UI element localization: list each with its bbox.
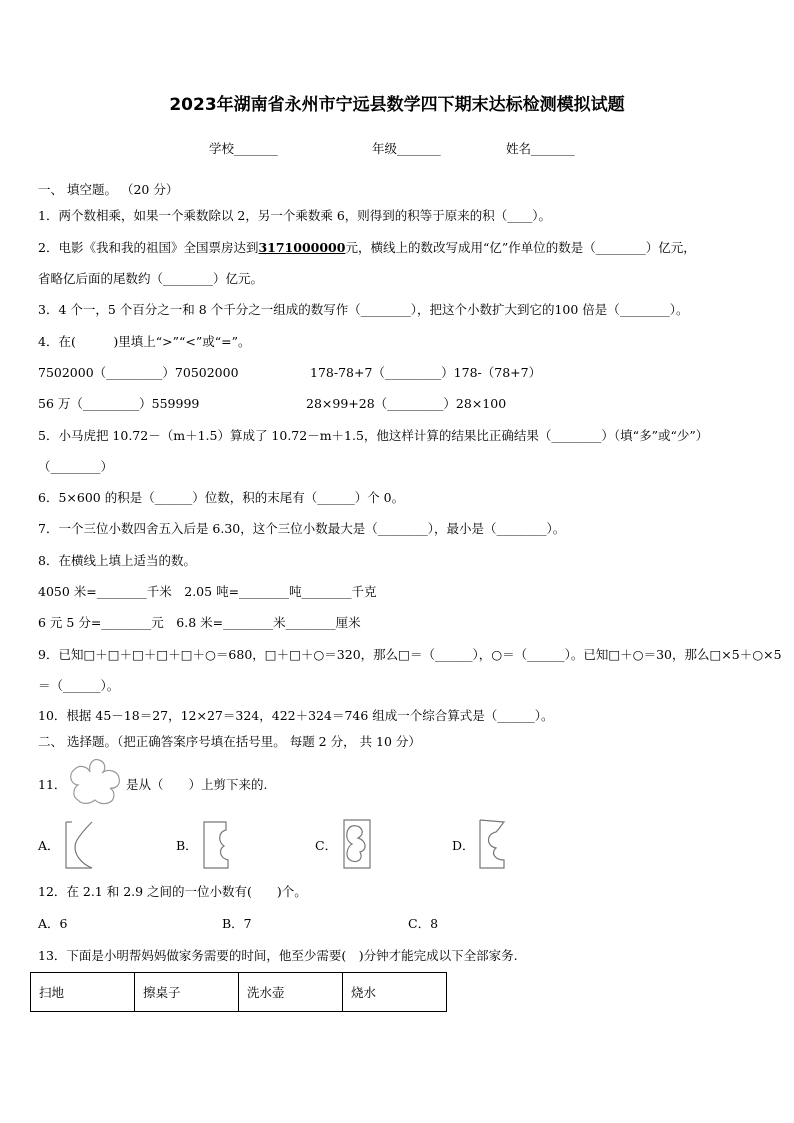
question-6: 6．5×600 的积是（______）位数，积的末尾有（______）个 0。 xyxy=(38,490,405,505)
question-9-line-2: ＝（______）。 xyxy=(38,678,120,693)
question-7: 7．一个三位小数四舍五入后是 6.30，这个三位小数最大是（________），最小是（________）。 xyxy=(38,521,566,536)
question-2-line-1 xyxy=(38,240,696,256)
q11-option-d-label: D． xyxy=(452,838,475,853)
option-a-figure xyxy=(62,818,96,872)
q11-option-b-label: B． xyxy=(176,838,198,853)
question-9-line-1: 9．已知□＋□＋□＋□＋□＋○＝680，□＋□＋○＝320，那么□＝（______），○＝（______）。已知□＋○＝30，那么□×5＋○×5 xyxy=(38,647,782,662)
q11-text: 是从（ ）上剪下来的. xyxy=(126,777,268,792)
question-13: 13．下面是小明帮妈妈做家务需要的时间，他至少需要( )分钟才能完成以下全部家务. xyxy=(38,948,518,963)
question-5-line-1: 5．小马虎把 10.72－（m＋1.5）算成了 10.72－m＋1.5，他这样计算的结果比正确结果（________）（填“多”或“少”） xyxy=(38,428,709,443)
option-d-figure xyxy=(476,816,510,872)
page-title: 2023年湖南省永州市宁远县数学四下期末达标检测模拟试题 xyxy=(169,95,625,115)
cell-boil-water: 烧水 xyxy=(343,973,447,1012)
q12-option-a: A．6 xyxy=(38,916,68,931)
question-12: 12．在 2.1 和 2.9 之间的一位小数有( )个。 xyxy=(38,884,307,899)
q4-compare-4: 28×99+28（_________）28×100 xyxy=(306,396,507,411)
question-10: 10．根据 45－18＝27，12×27＝324，422＋324＝746 组成一个综合算式是（______）。 xyxy=(38,708,554,723)
question-3: 3．4 个一，5 个百分之一和 8 个千分之一组成的数写作（________），把这个小数扩大到它的100 倍是（________）。 xyxy=(38,302,689,317)
option-b-figure xyxy=(200,818,234,872)
grade-field: 年级_______ xyxy=(372,141,441,156)
q4-compare-1: 7502000（_________）70502000 xyxy=(38,365,239,380)
q8-row-1: 4050 米=________千米 2.05 吨=________吨________千克 xyxy=(38,584,377,599)
cell-sweep: 扫地 xyxy=(31,973,135,1012)
question-8: 8．在横线上填上适当的数。 xyxy=(38,553,196,568)
q11-number: 11． xyxy=(38,777,67,792)
name-field: 姓名_______ xyxy=(506,141,575,156)
clover-figure xyxy=(66,757,124,807)
cell-wipe-table: 擦桌子 xyxy=(135,973,239,1012)
school-field: 学校_______ xyxy=(209,141,278,156)
question-5-line-2: （________） xyxy=(38,459,114,474)
question-1: 1．两个数相乘，如果一个乘数除以 2，另一个乘数乘 6，则得到的积等于原来的积（____）。 xyxy=(38,208,552,223)
table-row xyxy=(31,973,447,1012)
cell-wash-kettle: 洗水壶 xyxy=(239,973,343,1012)
q12-option-c: C．8 xyxy=(408,916,439,931)
chores-table xyxy=(30,972,447,1012)
q2-text-a: 2．电影《我和我的祖国》全国票房达到 xyxy=(38,240,259,255)
q4-compare-3: 56 万（_________）559999 xyxy=(38,396,200,411)
q12-option-b: B．7 xyxy=(222,916,252,931)
q4-compare-2: 178-78+7（_________）178-（78+7） xyxy=(310,365,542,380)
q2-text-b: 元，横线上的数改写成用“亿”作单位的数是（________）亿元， xyxy=(345,240,696,255)
q2-number: 3171000000 xyxy=(258,240,346,255)
question-4: 4．在( )里填上“>”“<”或“=”。 xyxy=(38,334,251,349)
question-2-line-2: 省略亿后面的尾数约（________）亿元。 xyxy=(38,271,264,286)
q11-option-a-label: A． xyxy=(38,838,60,853)
q11-option-c-label: C． xyxy=(315,838,338,853)
section-1-heading: 一、 填空题。 （20 分） xyxy=(38,182,179,197)
section-2-heading: 二、 选择题。（把正确答案序号填在括号里。 每题 2 分， 共 10 分） xyxy=(38,734,421,749)
q8-row-2: 6 元 5 分=________元 6.8 米=________米________厘米 xyxy=(38,615,361,630)
option-c-figure xyxy=(340,816,374,872)
